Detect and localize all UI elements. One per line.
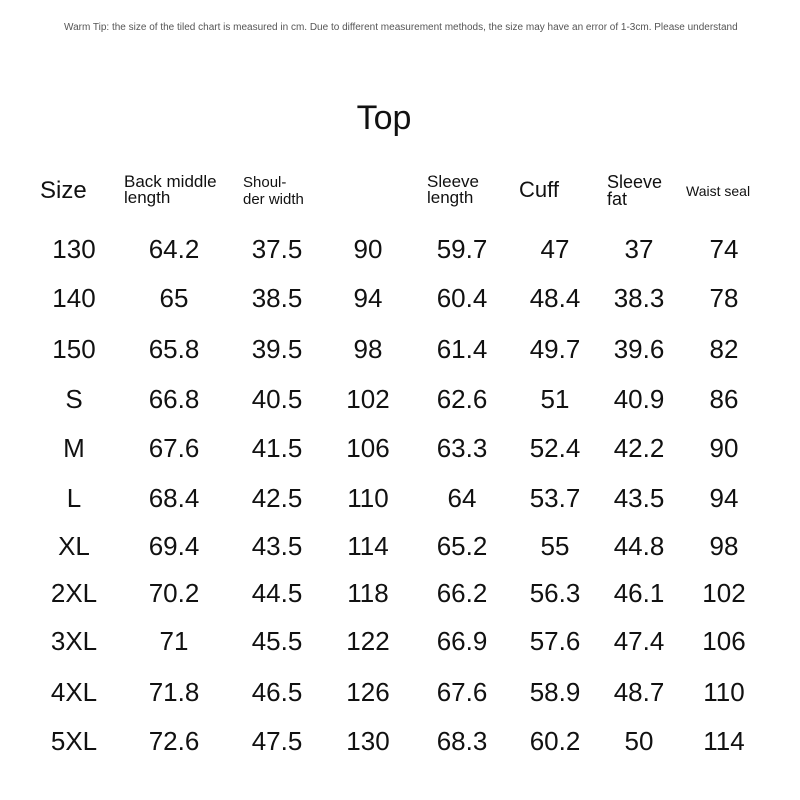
- header-back-line2: length: [124, 188, 171, 207]
- header-shoulder-line1: Shoul-: [243, 174, 287, 191]
- header-shoulder-width: [243, 174, 304, 208]
- cell-cuff: 56.3: [529, 578, 581, 608]
- cell-cuff: 57.6: [529, 626, 581, 656]
- header-size: Size: [40, 177, 87, 204]
- cell-sleeve-fat: 38.3: [613, 283, 665, 313]
- table-row: [0, 478, 800, 518]
- cell-size: 140: [52, 283, 96, 313]
- cell-size: 2XL: [50, 578, 98, 608]
- cell-sleeve-length: 66.9: [436, 626, 488, 656]
- cell-sleeve-fat: 37: [624, 234, 654, 264]
- cell-sleeve-length: 63.3: [436, 433, 488, 463]
- page-title: Top: [356, 99, 412, 137]
- cell-size: 3XL: [50, 626, 98, 656]
- cell-size: 5XL: [50, 726, 98, 756]
- cell-sleeve-length: 59.7: [436, 234, 488, 264]
- cell-shoulder-width: 40.5: [251, 384, 303, 414]
- header-sleeve-line1: Sleeve: [427, 172, 479, 191]
- cell-back-middle-length: 65.8: [148, 334, 200, 364]
- cell-waist-seal: 74: [709, 234, 739, 264]
- cell-size: XL: [58, 531, 90, 561]
- header-sleevefat-line2: fat: [607, 189, 628, 209]
- cell-bust: 122: [346, 626, 390, 656]
- cell-waist-seal: 90: [709, 433, 739, 463]
- cell-shoulder-width: 46.5: [251, 677, 303, 707]
- cell-back-middle-length: 69.4: [148, 531, 200, 561]
- cell-back-middle-length: 67.6: [148, 433, 200, 463]
- cell-waist-seal: 110: [703, 677, 745, 707]
- cell-back-middle-length: 66.8: [148, 384, 200, 414]
- cell-bust: 102: [346, 384, 390, 414]
- cell-waist-seal: 106: [702, 626, 746, 656]
- cell-sleeve-length: 65.2: [436, 531, 488, 561]
- cell-sleeve-length: 68.3: [436, 726, 488, 756]
- cell-size: L: [66, 483, 82, 513]
- cell-shoulder-width: 37.5: [251, 234, 303, 264]
- cell-sleeve-length: 64: [447, 483, 477, 513]
- cell-waist-seal: 98: [709, 531, 739, 561]
- cell-sleeve-length: 67.6: [436, 677, 488, 707]
- cell-back-middle-length: 71: [159, 626, 189, 656]
- cell-size: 4XL: [50, 677, 98, 707]
- cell-cuff: 49.7: [529, 334, 581, 364]
- cell-bust: 98: [353, 334, 383, 364]
- cell-sleeve-fat: 40.9: [613, 384, 665, 414]
- warm-tip: Warm Tip: the size of the tiled chart is measured in cm. Due to different measurement methods, the size may have an error of 1-3cm. Please understand: [64, 22, 738, 33]
- cell-shoulder-width: 41.5: [251, 433, 303, 463]
- cell-cuff: 60.2: [529, 726, 581, 756]
- cell-bust: 114: [347, 531, 389, 561]
- header-sleeve-line2: length: [427, 188, 474, 207]
- cell-cuff: 52.4: [529, 433, 581, 463]
- table-row: [0, 229, 800, 269]
- cell-back-middle-length: 72.6: [148, 726, 200, 756]
- cell-sleeve-length: 61.4: [436, 334, 488, 364]
- cell-sleeve-length: 62.6: [436, 384, 488, 414]
- cell-sleeve-length: 60.4: [436, 283, 488, 313]
- table-row: [0, 379, 800, 419]
- cell-bust: 106: [346, 433, 390, 463]
- cell-back-middle-length: 68.4: [148, 483, 200, 513]
- cell-sleeve-fat: 46.1: [613, 578, 665, 608]
- cell-shoulder-width: 43.5: [251, 531, 303, 561]
- header-back-middle-length: [124, 174, 217, 206]
- cell-shoulder-width: 38.5: [251, 283, 303, 313]
- cell-size: 130: [52, 234, 96, 264]
- header-sleeve-length: [427, 174, 479, 206]
- table-row: [0, 672, 800, 712]
- header-sleevefat-line1: Sleeve: [607, 172, 663, 192]
- cell-bust: 118: [347, 578, 389, 608]
- cell-shoulder-width: 47.5: [251, 726, 303, 756]
- cell-waist-seal: 102: [702, 578, 746, 608]
- header-shoulder-line2: der width: [243, 191, 304, 208]
- cell-bust: 126: [346, 677, 390, 707]
- header-waist-seal: Waist seal: [686, 183, 751, 199]
- cell-cuff: 47: [540, 234, 570, 264]
- cell-cuff: 53.7: [529, 483, 581, 513]
- table-row: [0, 621, 800, 661]
- cell-bust: 94: [353, 283, 383, 313]
- table-row: [0, 329, 800, 369]
- cell-sleeve-fat: 42.2: [613, 433, 665, 463]
- table-row: [0, 721, 800, 761]
- cell-shoulder-width: 39.5: [251, 334, 303, 364]
- cell-sleeve-length: 66.2: [436, 578, 488, 608]
- cell-bust: 110: [347, 483, 389, 513]
- cell-bust: 90: [353, 234, 383, 264]
- table-row: [0, 526, 800, 566]
- cell-shoulder-width: 45.5: [251, 626, 303, 656]
- header-cuff: Cuff: [519, 177, 559, 202]
- cell-back-middle-length: 71.8: [148, 677, 200, 707]
- table-row: [0, 278, 800, 318]
- header-sleeve-fat: [607, 174, 662, 208]
- cell-back-middle-length: 64.2: [148, 234, 200, 264]
- cell-cuff: 48.4: [529, 283, 581, 313]
- cell-size: 150: [52, 334, 96, 364]
- cell-sleeve-fat: 43.5: [613, 483, 665, 513]
- table-row: [0, 428, 800, 468]
- cell-sleeve-fat: 47.4: [613, 626, 665, 656]
- cell-sleeve-fat: 39.6: [613, 334, 665, 364]
- cell-sleeve-fat: 50: [624, 726, 654, 756]
- cell-size: M: [63, 433, 85, 463]
- cell-waist-seal: 86: [709, 384, 739, 414]
- cell-back-middle-length: 65: [159, 283, 189, 313]
- cell-bust: 130: [346, 726, 390, 756]
- cell-cuff: 51: [540, 384, 570, 414]
- cell-waist-seal: 82: [709, 334, 739, 364]
- cell-back-middle-length: 70.2: [148, 578, 200, 608]
- cell-cuff: 55: [540, 531, 570, 561]
- header-back-line1: Back middle: [124, 172, 217, 191]
- cell-shoulder-width: 44.5: [251, 578, 303, 608]
- cell-sleeve-fat: 44.8: [613, 531, 665, 561]
- cell-waist-seal: 78: [709, 283, 739, 313]
- table-row: [0, 573, 800, 613]
- cell-shoulder-width: 42.5: [251, 483, 303, 513]
- cell-waist-seal: 114: [703, 726, 745, 756]
- cell-sleeve-fat: 48.7: [613, 677, 665, 707]
- cell-size: S: [65, 384, 83, 414]
- cell-waist-seal: 94: [709, 483, 739, 513]
- cell-cuff: 58.9: [529, 677, 581, 707]
